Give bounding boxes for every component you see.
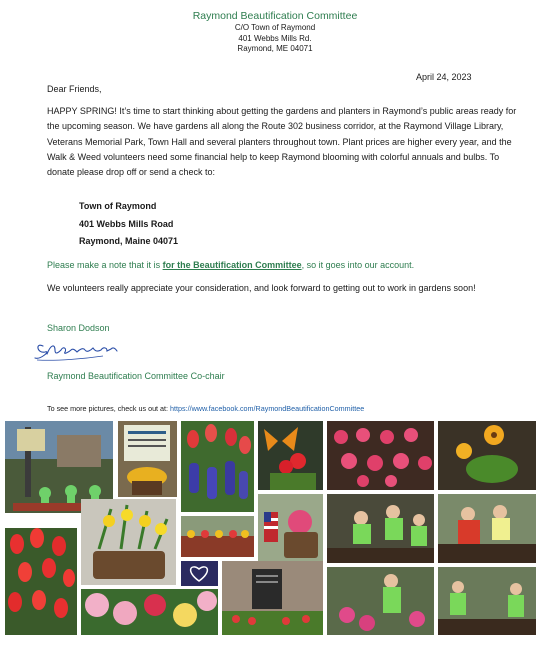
photo-tulips-hyacinths (181, 421, 254, 512)
facebook-link[interactable]: https://www.facebook.com/RaymondBeautificationCommittee (170, 404, 365, 413)
photo-volunteers-planting (327, 494, 434, 563)
handwritten-signature (33, 338, 123, 369)
photo-library-sign-planter (118, 421, 177, 497)
photo-pink-flower-bed (327, 421, 434, 490)
note-line (47, 260, 414, 270)
photo-veterans-memorial (222, 561, 323, 635)
signer-name: Sharon Dodson (47, 323, 110, 333)
signer-title: Raymond Beautification Committee Co-chair (47, 371, 225, 381)
photo-flag-barrel-planter (258, 494, 323, 563)
photo-volunteer-watering (327, 567, 434, 635)
address-line3: Raymond, Maine 04071 (79, 236, 179, 246)
letterhead-line1: C/O Town of Raymond (234, 23, 316, 32)
letterhead-line2: 401 Webbs Mills Rd. (238, 33, 312, 43)
donation-address (79, 198, 178, 251)
photo-orange-gerbera (438, 421, 536, 490)
more-pictures-text: To see more pictures, check us out at: (47, 404, 171, 413)
letter-date: April 24, 2023 (416, 72, 472, 82)
note-link: for the Beautification Committee (162, 260, 302, 270)
address-line2: 401 Webbs Mills Road (79, 218, 174, 229)
photo-red-tulips (5, 528, 77, 635)
photo-yellow-daffodils-barrel (81, 499, 176, 585)
note-before: Please make a note that it is (47, 260, 163, 270)
greeting: Dear Friends, (47, 84, 102, 94)
photo-pink-ranunculus (81, 589, 218, 635)
photo-volunteers-kneeling (438, 494, 536, 563)
photo-volunteers-weeding (438, 567, 536, 635)
letterhead-line3: Raymond, ME 04071 (237, 44, 313, 53)
photo-planter-along-wall (181, 516, 254, 557)
paragraph-thanks: We volunteers really appreciate your consideration, and look forward to getting out to work in gardens soon! (47, 283, 476, 293)
more-pictures-line (47, 404, 364, 413)
photo-butterfly-flower (258, 421, 323, 490)
letterhead-org: Raymond Beautification Committee (192, 10, 358, 22)
letterhead (0, 10, 550, 55)
address-line1: Town of Raymond (79, 201, 157, 211)
paragraph-intro: HAPPY SPRING! It’s time to start thinking about getting the gardens and planters in Raymond’s public areas ready for the upcoming season. We have gardens all along the Route 302 business corridor, at the Raymond Village Library, Veterans Memorial Park, Town Hall and several planters throughout town. Plant prices are higher every year, and the Walk & Weed volunteers need some financial help to keep Raymond blooming with colorful annuals and bulbs. To donate please drop off or send a check to: (47, 106, 517, 178)
note-after: , so it goes into our account. (301, 260, 415, 270)
photo-purple-heart-sign (181, 561, 218, 586)
